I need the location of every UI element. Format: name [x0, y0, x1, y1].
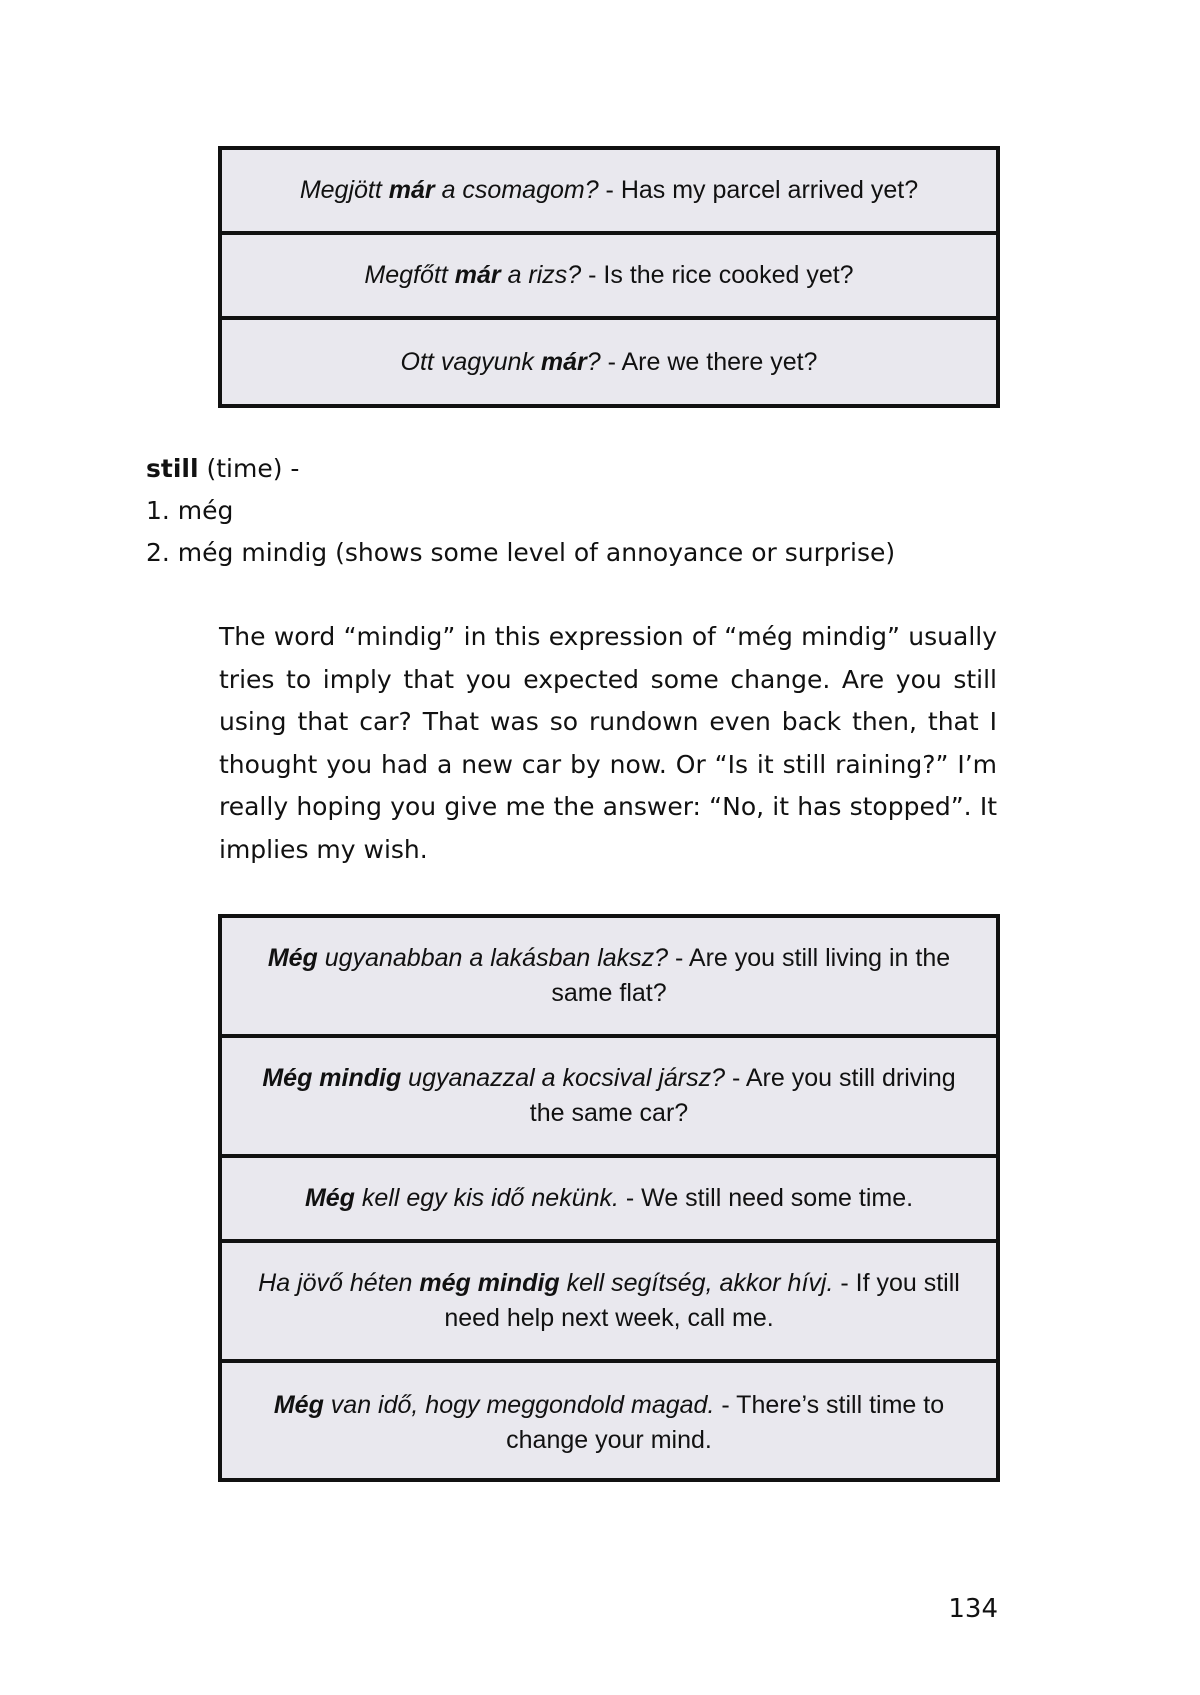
vocab-meaning-1: 1. még: [146, 496, 234, 525]
vocabulary-entry: [146, 448, 895, 574]
example-part: kell egy kis idő nekünk.: [354, 1184, 619, 1212]
example-part: - There’s still time to change your mind.: [506, 1391, 945, 1454]
examples-table-still: [218, 914, 1000, 1482]
example-text: [401, 345, 818, 380]
example-part: Ott vagyunk: [400, 348, 541, 376]
example-row: [222, 235, 996, 320]
example-part: a rizs?: [500, 261, 582, 289]
example-text: [250, 1388, 968, 1458]
example-part: - We still need some time.: [618, 1184, 914, 1212]
example-part: - Are we there yet?: [600, 348, 818, 376]
example-part: még mindig: [419, 1269, 560, 1297]
example-part: Megjött: [299, 176, 389, 204]
example-part: már: [540, 348, 587, 376]
examples-table-yet: [218, 146, 1000, 408]
example-part: van idő, hogy meggondold magad.: [323, 1391, 715, 1419]
example-part: - Are you still living in the same flat?: [551, 944, 951, 1007]
example-part: - Is the rice cooked yet?: [581, 261, 854, 289]
example-part: - If you still need help next week, call me.: [444, 1269, 960, 1332]
vocab-term: still: [146, 454, 199, 483]
example-part: ugyanabban a lakásban laksz?: [317, 944, 669, 972]
example-part: Ha jövő héten: [258, 1269, 420, 1297]
example-part: Még mindig: [262, 1064, 402, 1092]
vocab-meaning-2: 2. még mindig (shows some level of annoyance or surprise): [146, 538, 896, 567]
example-row: [222, 1038, 996, 1158]
example-row: [222, 320, 996, 405]
example-row: [222, 1363, 996, 1483]
example-text: [250, 1266, 968, 1336]
example-text: [305, 1181, 913, 1216]
example-row: [222, 150, 996, 235]
example-text: [300, 173, 918, 208]
vocab-term-suffix: (time) -: [198, 454, 300, 483]
example-text: [364, 258, 853, 293]
example-part: - Has my parcel arrived yet?: [598, 176, 919, 204]
example-text: [250, 1061, 968, 1131]
example-part: Még: [304, 1184, 355, 1212]
example-part: kell segítség, akkor hívj.: [559, 1269, 834, 1297]
example-row: [222, 1243, 996, 1363]
explanation-paragraph: The word “mindig” in this expression of “még mindig” usually tries to imply that you expected some change. Are you still using that car? That was so rundown even back then, that I thought you had a new car by now. Or “Is it still raining?” I’m really hoping you give me the answer: “No, it has stopped”. It implies my wish.: [219, 622, 997, 864]
example-text: [250, 941, 968, 1011]
example-part: a csomagom?: [434, 176, 599, 204]
vocab-headword-line: [146, 448, 895, 490]
example-part: ?: [586, 348, 601, 376]
example-part: Még: [267, 944, 318, 972]
example-part: Még: [273, 1391, 324, 1419]
example-part: már: [388, 176, 435, 204]
example-part: ugyanazzal a kocsival jársz?: [401, 1064, 726, 1092]
example-row: [222, 1158, 996, 1243]
example-part: Megfőtt: [364, 261, 455, 289]
page-number: 134: [948, 1594, 998, 1624]
example-part: - Are you still driving the same car?: [529, 1064, 956, 1127]
example-part: már: [454, 261, 501, 289]
example-row: [222, 918, 996, 1038]
